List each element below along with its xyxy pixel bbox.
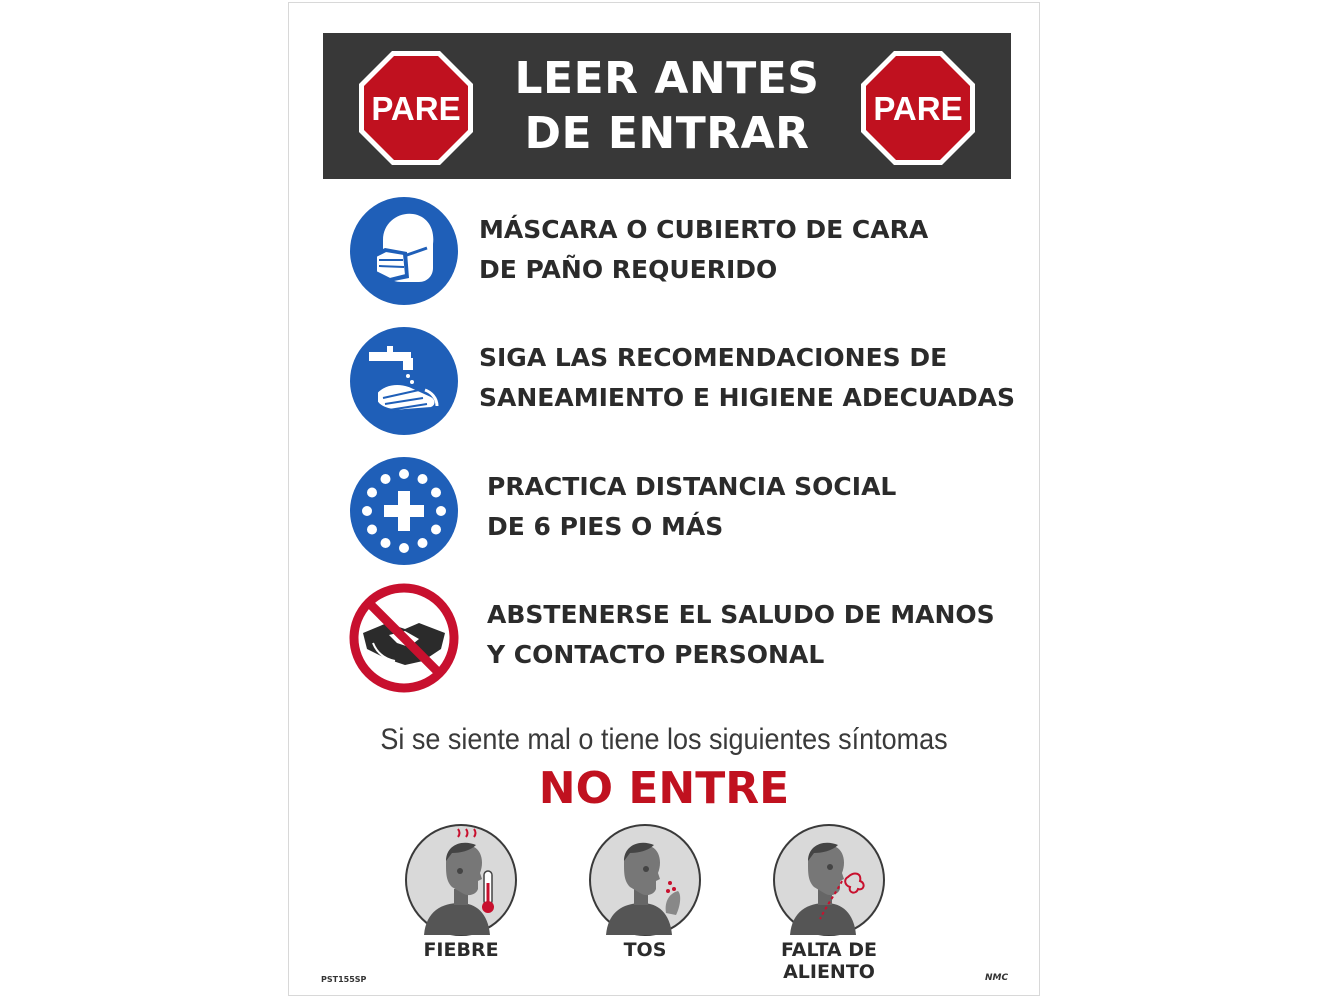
symptom-breath xyxy=(749,823,909,983)
symptom-label: FIEBRE xyxy=(423,939,499,961)
rule-line: ABSTENERSE EL SALUDO DE MANOS xyxy=(487,600,995,629)
symptom-label-line-2: ALIENTO xyxy=(783,961,875,983)
rule-line: Y CONTACTO PERSONAL xyxy=(487,640,825,669)
rule-distance-text xyxy=(487,467,896,547)
page-title xyxy=(493,51,841,161)
rule-handshake-text xyxy=(487,595,995,675)
symptom-label: TOS xyxy=(623,939,667,961)
stop-right-label: PARE xyxy=(873,90,963,127)
fever-icon xyxy=(404,823,518,937)
title-line-1: LEER ANTES xyxy=(514,53,820,104)
stop-sign-left xyxy=(358,50,474,166)
product-code: PST155SP xyxy=(321,975,367,984)
stop-sign-icon xyxy=(860,50,976,166)
cough-icon xyxy=(588,823,702,937)
safety-sign xyxy=(288,2,1040,996)
header-banner xyxy=(323,33,1011,179)
symptom-label: FALTA DE xyxy=(780,939,878,961)
symptoms-warning: Si se siente mal o tiene los siguientes síntomas xyxy=(380,723,948,756)
hand-washing-icon xyxy=(349,326,459,436)
rule-line: SANEAMIENTO E HIGIENE ADECUADAS xyxy=(479,383,1016,412)
social-distance-icon xyxy=(349,456,459,566)
no-entre-headline: NO ENTRE xyxy=(538,763,790,814)
face-mask-icon xyxy=(349,196,459,306)
rule-line: DE 6 PIES O MÁS xyxy=(487,512,724,541)
stop-sign-right xyxy=(860,50,976,166)
no-handshake-icon xyxy=(349,583,459,693)
rule-line: PRACTICA DISTANCIA SOCIAL xyxy=(487,472,897,501)
rule-hygiene-text xyxy=(479,338,1015,418)
title-line-2: DE ENTRAR xyxy=(524,108,810,159)
rule-line: MÁSCARA O CUBIERTO DE CARA xyxy=(479,215,929,244)
stop-left-label: PARE xyxy=(371,90,461,127)
stop-sign-icon xyxy=(358,50,474,166)
symptom-fever xyxy=(381,823,541,961)
symptom-cough xyxy=(565,823,725,961)
shortness-of-breath-icon xyxy=(772,823,886,937)
rule-line: DE PAÑO REQUERIDO xyxy=(479,255,778,284)
rule-line: SIGA LAS RECOMENDACIONES DE xyxy=(479,343,948,372)
rule-mask-text xyxy=(479,210,928,290)
brand-logo: NMC xyxy=(985,973,1009,983)
